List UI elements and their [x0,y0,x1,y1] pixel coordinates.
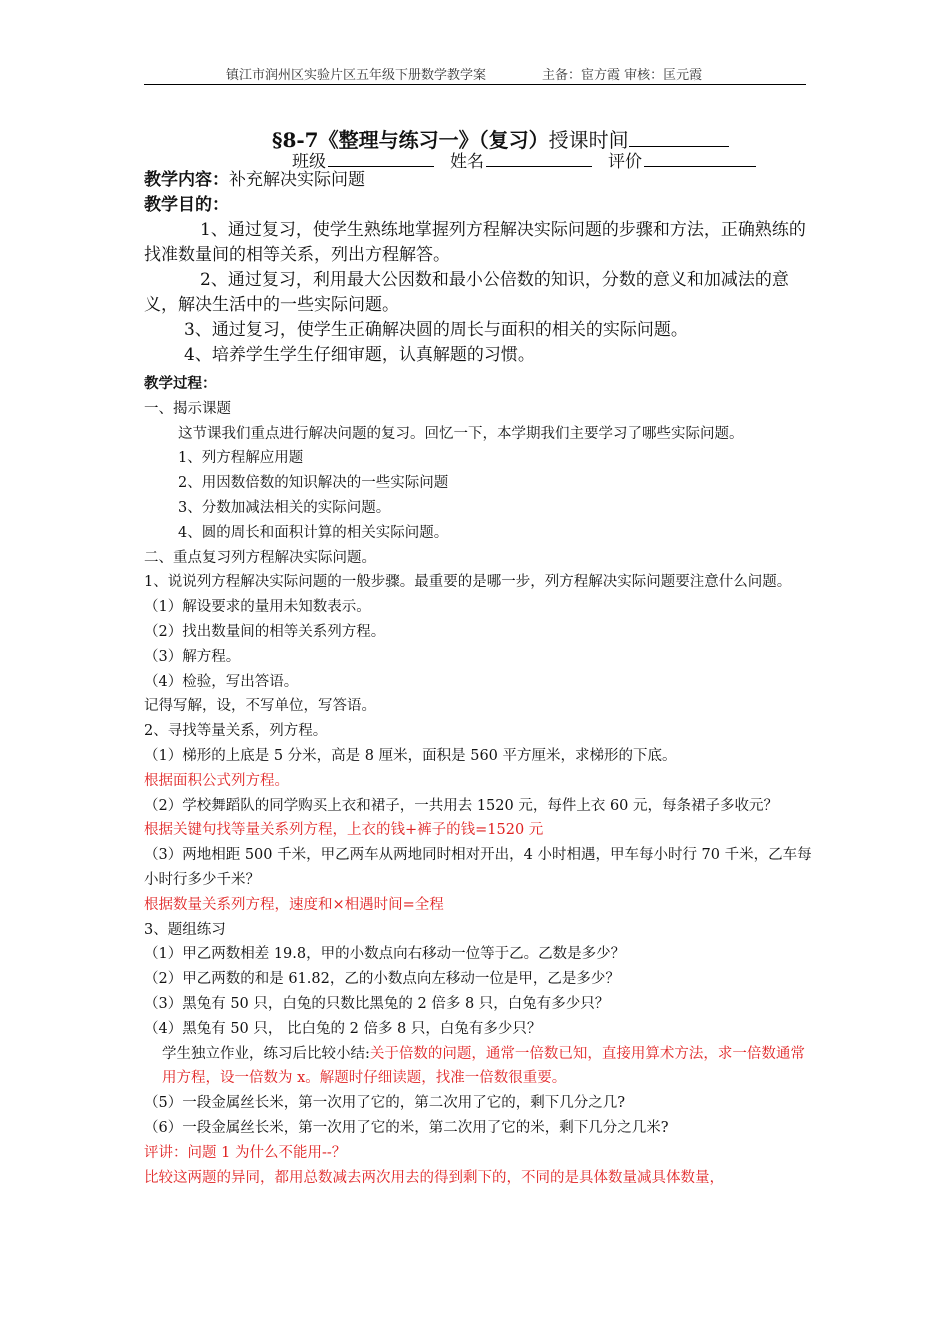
step-3: （3）解方程。 [144,648,241,665]
question-2: 2、寻找等量关系，列方程。 [144,723,328,740]
teaching-content-label: 教学内容： [144,170,229,190]
header-school: 镇江市润州区实验片区五年级下册数学教学案 [226,68,487,83]
lesson-content [144,168,812,1190]
intro-paragraph: 这节课我们重点进行解决问题的复习。回忆一下，本学期我们主要学习了哪些实际问题。 [178,425,744,442]
summary-intro: 学生独立作业，练习后比较小结: [162,1045,370,1062]
topic-item-4: 4、圆的周长和面积计算的相关实际问题。 [178,524,449,541]
problem-1-note: 根据面积公式列方程。 [144,772,289,789]
problem-3-note: 根据数量关系列方程，速度和×相遇时间=全程 [144,896,444,913]
group-problem-2: （2）甲乙两数的和是 61.82，乙的小数点向左移动一位是甲，乙是多少？ [144,971,620,988]
teaching-content-value: 补充解决实际问题 [229,170,365,190]
goal-item-3: 3、通过复习，使学生正确解决圆的周长与面积的相关的实际问题。 [184,320,688,340]
topic-item-1: 1、列方程解应用题 [178,450,304,467]
lesson-time-blank [629,128,729,147]
page-header [144,64,806,85]
lesson-title-main: §8-7《整理与练习一》（复习） [272,128,549,152]
eval-label: 评价 [608,152,642,172]
lesson-time-label: 授课时间 [548,128,629,152]
group-problem-5: （5）一段金属丝长米，第一次用了它的，第二次用了它的，剩下几分之几? [144,1095,625,1112]
group-problem-4: （4）黑兔有 50 只， 比白兔的 2 倍多 8 只，白兔有多少只？ [144,1020,542,1037]
name-blank [486,150,592,167]
problem-3: （3）两地相距 500 千米，甲乙两车从两地同时相对开出，4 小时相遇，甲车每小时行 70 千米，乙车每小时行多少千米？ [144,847,812,888]
goal-item-1: 1、通过复习，使学生熟练地掌握列方程解决实际问题的步骤和方法，正确熟练的找准数量间的相等关系，列出方程解答。 [144,220,806,265]
section-2-heading: 二、重点复习列方程解决实际问题。 [144,549,376,566]
problem-2: （2）学校舞蹈队的同学购买上衣和裙子，一共用去 1520 元，每件上衣 60 元，每条裙子多收元？ [144,797,779,814]
summary-paragraph [144,1042,812,1092]
step-1: （1）解设要求的量用未知数表示。 [144,599,371,616]
goal-item-4: 4、培养学生学生仔细审题，认真解题的习惯。 [184,345,535,365]
section-1-heading: 一、揭示课题 [144,400,231,417]
topic-item-2: 2、用因数倍数的知识解决的一些实际问题 [178,475,449,492]
process-heading: 教学过程： [144,375,217,392]
name-label: 姓名 [450,152,484,172]
problem-1: （1）梯形的上底是 5 分米，高是 8 厘米，面积是 560 平方厘米，求梯形的下底。 [144,747,677,764]
goal-item-2: 2、通过复习，利用最大公因数和最小公倍数的知识，分数的意义和加减法的意义，解决生活中的一些实际问题。 [144,270,789,315]
group-problem-1: （1）甲乙两数相差 19.8，甲的小数点向右移动一位等于乙。乙数是多少？ [144,946,626,963]
eval-blank [644,150,756,167]
group-problem-6: （6）一段金属丝长米，第一次用了它的米，第二次用了它的米，剩下几分之几米? [144,1119,669,1136]
step-4: （4）检验，写出答语。 [144,673,299,690]
problem-2-note: 根据关键句找等量关系列方程，上衣的钱+裤子的钱=1520 元 [144,822,544,839]
class-label: 班级 [292,152,326,172]
comment-line: 评讲：问题 1 为什么不能用--？ [144,1144,347,1161]
step-2: （2）找出数量间的相等关系列方程。 [144,623,386,640]
compare-line: 比较这两题的异同，都用总数减去两次用去的得到剩下的，不同的是具体数量减具体数量， [144,1169,724,1186]
question-3: 3、题组练习 [144,921,226,938]
group-problem-3: （3）黑兔有 50 只，白兔的只数比黑兔的 2 倍多 8 只，白兔有多少只？ [144,995,610,1012]
header-authors: 主备：宦方霞 审核：匡元霞 [542,68,703,83]
topic-item-3: 3、分数加减法相关的实际问题。 [178,499,391,516]
class-blank [328,150,434,167]
question-1: 1、说说列方程解决实际问题的一般步骤。最重要的是哪一步，列方程解决实际问题要注意什么问题。 [144,574,792,591]
teaching-content-line [144,168,812,193]
remember-note: 记得写解，设，不写单位，写答语。 [144,698,376,715]
goal-heading: 教学目的： [144,195,229,215]
summary-red-text: 关于倍数的问题，通常一倍数已知，直接用算术方法，求一倍数通常用方程，设一倍数为 x。解题时仔细读题，找准一倍数很重要。 [162,1045,805,1087]
